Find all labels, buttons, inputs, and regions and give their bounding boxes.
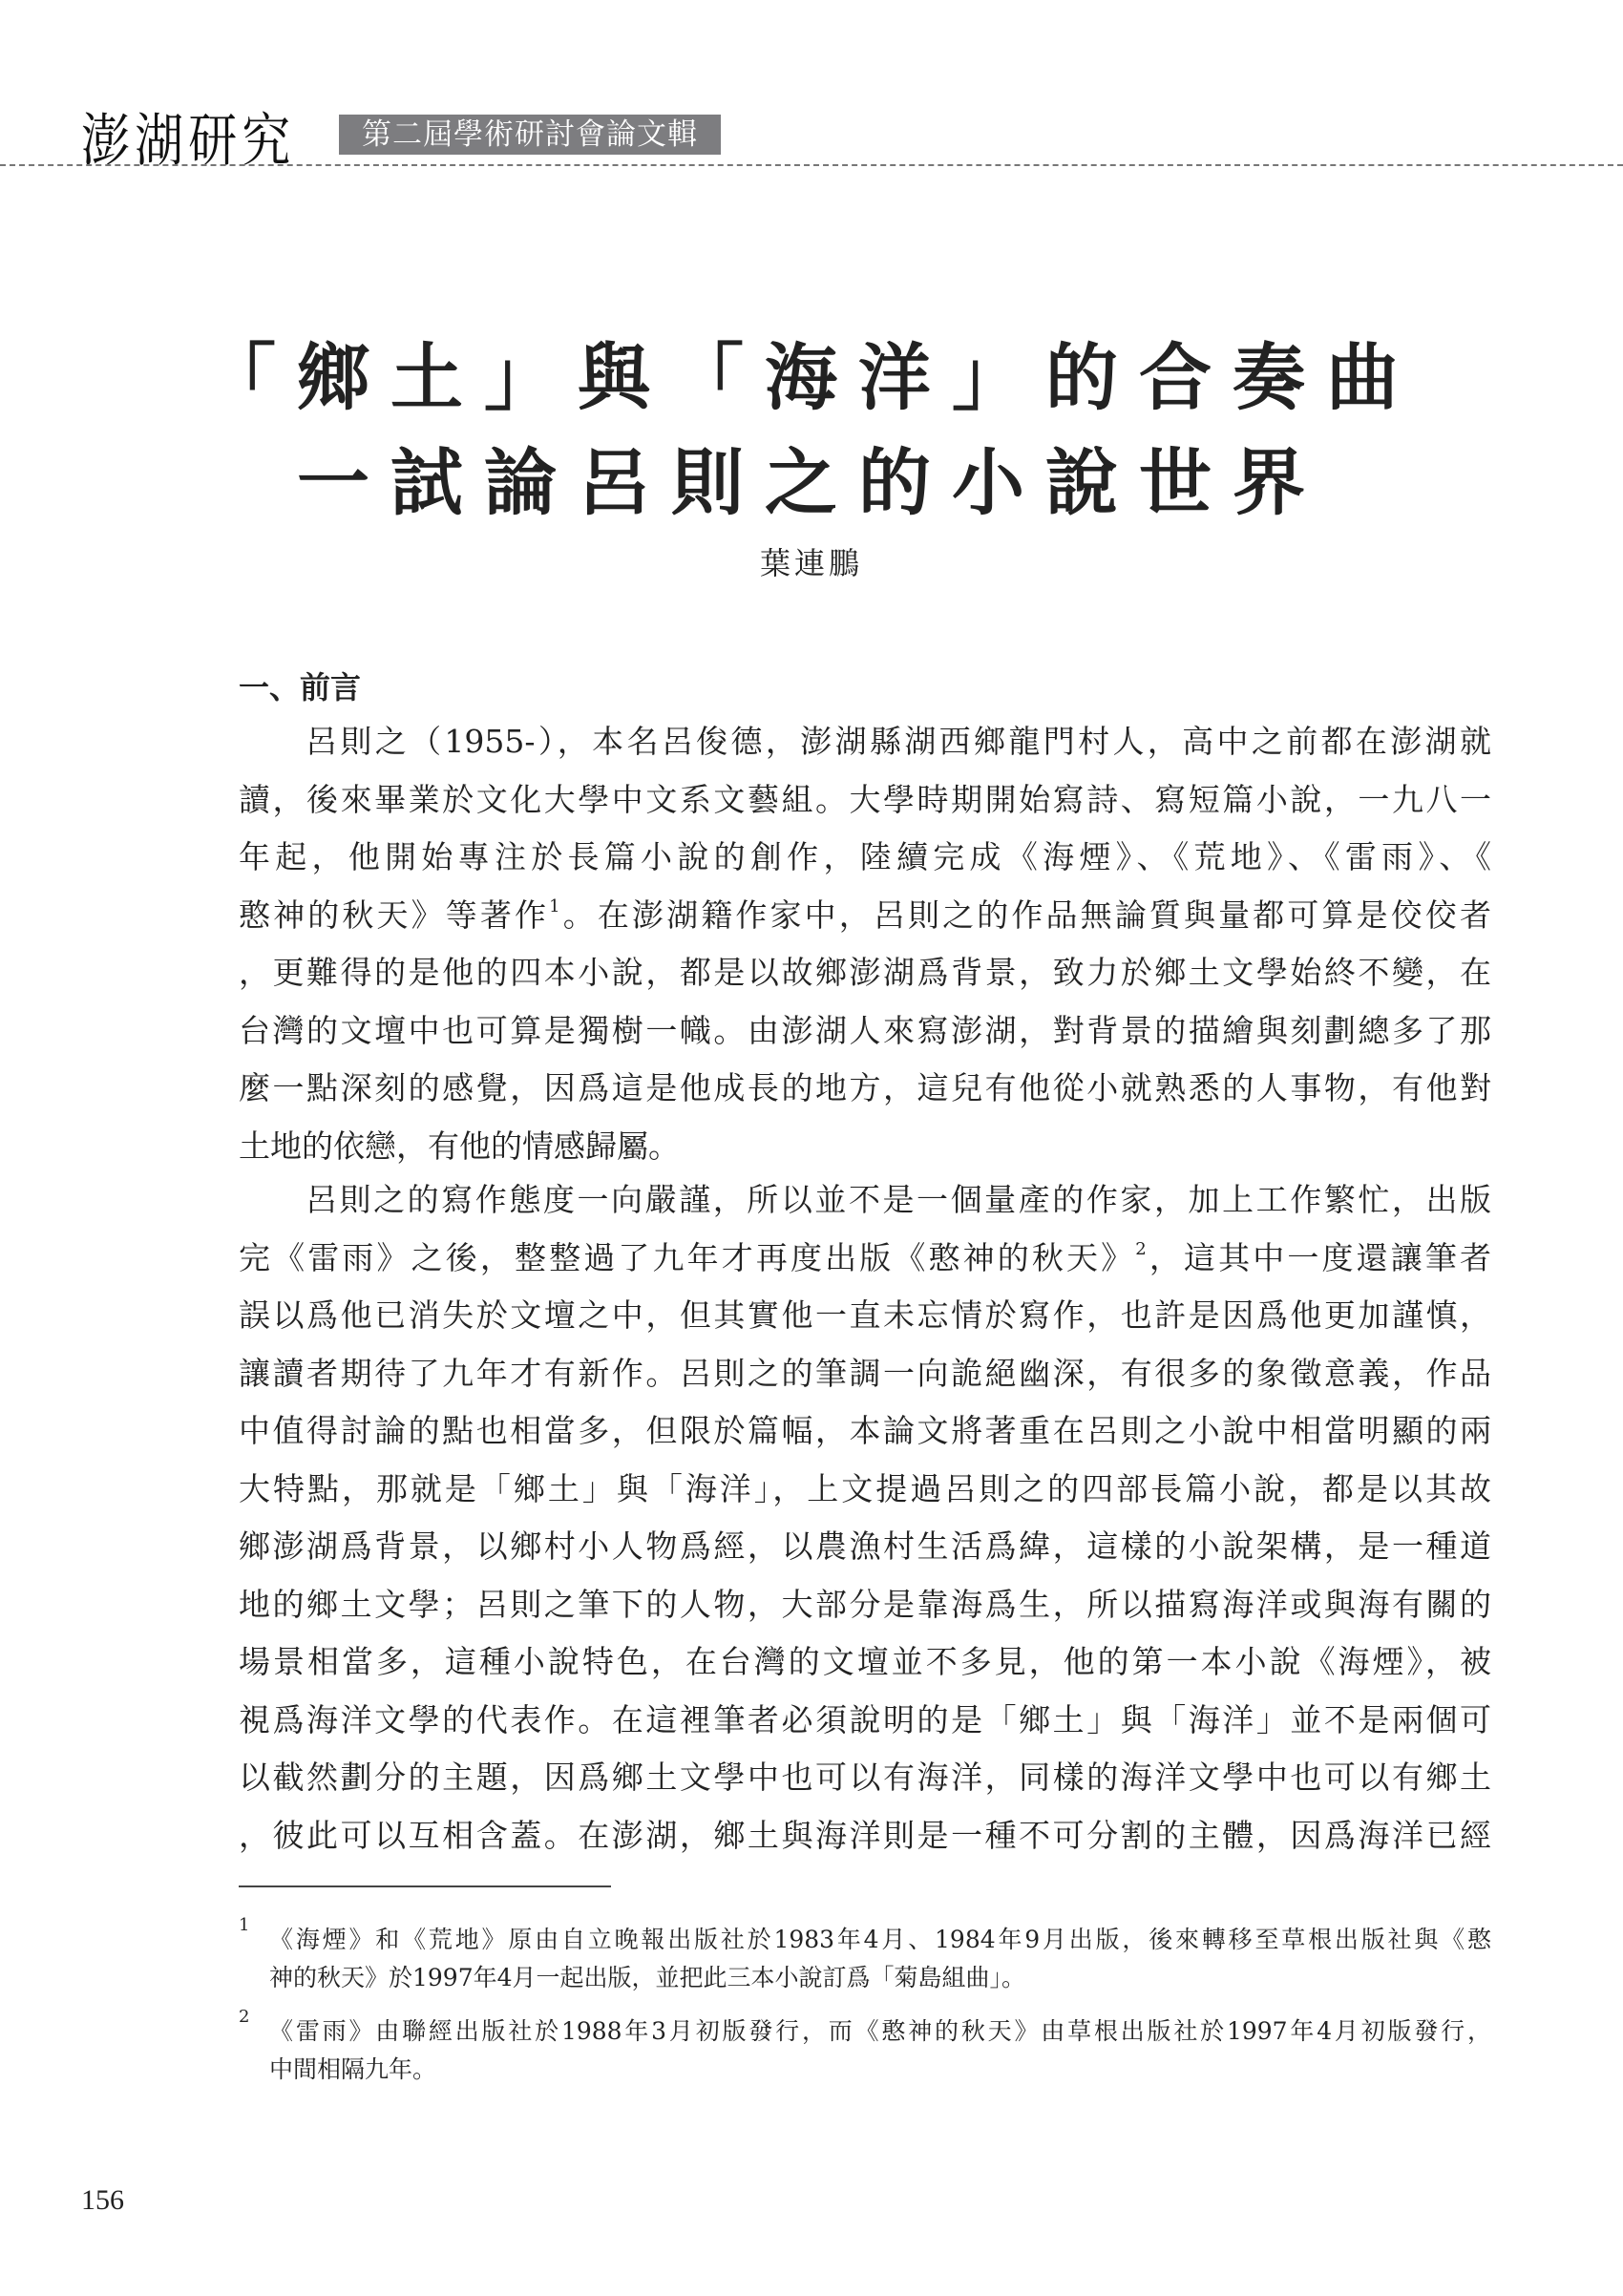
text-line xyxy=(239,1060,1491,1118)
footnote-line: 《海煙》和《荒地》原由自立晚報出版社於1983年4月、1984年9月出版，後來轉移至草根出版社與《憨 xyxy=(269,1926,1491,1953)
text-line xyxy=(239,1807,1491,1865)
text-segment: 地的鄉土文學；呂則之筆下的人物，大部分是靠海爲生，所以描寫海洋或與海有關的 xyxy=(239,1585,1491,1623)
footnote-divider xyxy=(239,1885,611,1887)
section-heading: 一、前言 xyxy=(239,669,362,706)
text-line xyxy=(239,1002,1491,1061)
article-title-line-1: 「鄉土」與「海洋」的合奏曲 xyxy=(203,335,1420,420)
footnote-number: 2 xyxy=(239,2007,250,2027)
body-paragraph-1 xyxy=(239,713,1491,1175)
text-segment: 台灣的文壇中也可算是獨樹一幟。由澎湖人來寫澎湖，對背景的描繪與刻劃總多了那 xyxy=(239,1011,1491,1049)
text-segment: 以截然劃分的主題，因爲鄉土文學中也可以有海洋，同樣的海洋文學中也可以有鄉土 xyxy=(239,1759,1491,1796)
text-line xyxy=(239,887,1491,945)
text-line xyxy=(239,1402,1491,1461)
text-line xyxy=(239,1633,1491,1692)
text-segment: 完《雷雨》之後，整整過了九年才再度出版《憨神的秋天》 xyxy=(239,1238,1136,1276)
text-line xyxy=(239,1461,1491,1519)
footnote-number: 1 xyxy=(239,1915,250,1935)
article-title-line-2: 一試論呂則之的小說世界 xyxy=(297,440,1326,525)
text-line xyxy=(239,1171,1491,1230)
footnote-line: 《雷雨》由聯經出版社於1988年3月初版發行，而《憨神的秋天》由草根出版社於1997年4月初版發行， xyxy=(269,2017,1491,2045)
text-segment: 誤以爲他已消失於文壇之中，但其實他一直未忘情於寫作，也許是因爲他更加謹慎， xyxy=(239,1296,1491,1334)
footnote-line: 中間相隔九年。 xyxy=(269,2055,437,2083)
proceedings-banner: 第二屆學術研討會論文輯 xyxy=(339,115,721,155)
text-segment: 憨神的秋天》等著作 xyxy=(239,895,550,934)
text-line xyxy=(239,713,1491,771)
text-segment: 麼一點深刻的感覺，因爲這是他成長的地方，這兒有他從小就熟悉的人事物，有他對 xyxy=(239,1069,1491,1106)
text-segment: 鄉澎湖爲背景，以鄉村小人物爲經，以農漁村生活爲緯，這樣的小說架構，是一種道 xyxy=(239,1527,1491,1565)
text-segment: 場景相當多，這種小說特色，在台灣的文壇並不多見，他的第一本小說《海煙》，被 xyxy=(239,1643,1491,1680)
text-segment: 。在澎湖籍作家中，呂則之的作品無論質與量都可算是佼佼者 xyxy=(559,895,1492,934)
footnote-2 xyxy=(239,2007,1491,2089)
text-segment: 讀，後來畢業於文化大學中文系文藝組。大學時期開始寫詩、寫短篇小說，一九八一 xyxy=(239,780,1491,818)
footnote-line: 神的秋天》於1997年4月一起出版，並把此三本小說訂爲「菊島組曲」。 xyxy=(269,1964,1026,1991)
text-line xyxy=(239,1118,1491,1176)
footnote-marker: 1 xyxy=(549,895,560,916)
text-segment: 呂則之的寫作態度一向嚴謹，所以並不是一個量產的作家，加上工作繁忙，出版 xyxy=(306,1181,1491,1218)
text-segment: 呂則之（1955-），本名呂俊德，澎湖縣湖西鄉龍門村人，高中之前都在澎湖就 xyxy=(306,723,1491,760)
author-name: 葉連鵬 xyxy=(759,545,863,581)
text-segment: 讓讀者期待了九年才有新作。呂則之的筆調一向詭絕幽深，有很多的象徵意義，作品 xyxy=(239,1354,1491,1392)
text-line xyxy=(239,1287,1491,1345)
text-segment: 視爲海洋文學的代表作。在這裡筆者必須說明的是「鄉土」與「海洋」並不是兩個可 xyxy=(239,1700,1491,1738)
text-line xyxy=(239,1345,1491,1403)
text-segment: ，更難得的是他的四本小說，都是以故鄉澎湖爲背景，致力於鄉土文學始終不變，在 xyxy=(239,954,1491,991)
footnote-marker: 2 xyxy=(1135,1238,1147,1259)
text-segment: 土地的依戀，有他的情感歸屬。 xyxy=(239,1127,680,1165)
page-number: 156 xyxy=(81,2184,124,2216)
text-line xyxy=(239,829,1491,887)
body-paragraph-2 xyxy=(239,1171,1491,1864)
text-line xyxy=(239,1692,1491,1750)
header-dashed-divider xyxy=(0,164,1623,166)
text-line xyxy=(239,1749,1491,1807)
text-line xyxy=(239,1518,1491,1576)
text-line xyxy=(239,944,1491,1002)
text-segment: 中值得討論的點也相當多，但限於篇幅，本論文將著重在呂則之小說中相當明顯的兩 xyxy=(239,1412,1491,1449)
journal-title: 澎湖研究 xyxy=(81,108,296,175)
text-segment: ，彼此可以互相含蓋。在澎湖，鄉土與海洋則是一種不可分割的主體，因爲海洋已經 xyxy=(239,1816,1491,1854)
text-segment: 大特點，那就是「鄉土」與「海洋」，上文提過呂則之的四部長篇小說，都是以其故 xyxy=(239,1469,1491,1507)
text-segment: 年起，他開始專注於長篇小說的創作，陸續完成《海煙》、《荒地》、《雷雨》、《 xyxy=(239,838,1491,875)
text-segment: ，這其中一度還讓筆者 xyxy=(1146,1238,1492,1276)
text-line xyxy=(239,1230,1491,1288)
text-line xyxy=(239,771,1491,830)
footnote-1 xyxy=(239,1915,1491,1997)
text-line xyxy=(239,1576,1491,1634)
